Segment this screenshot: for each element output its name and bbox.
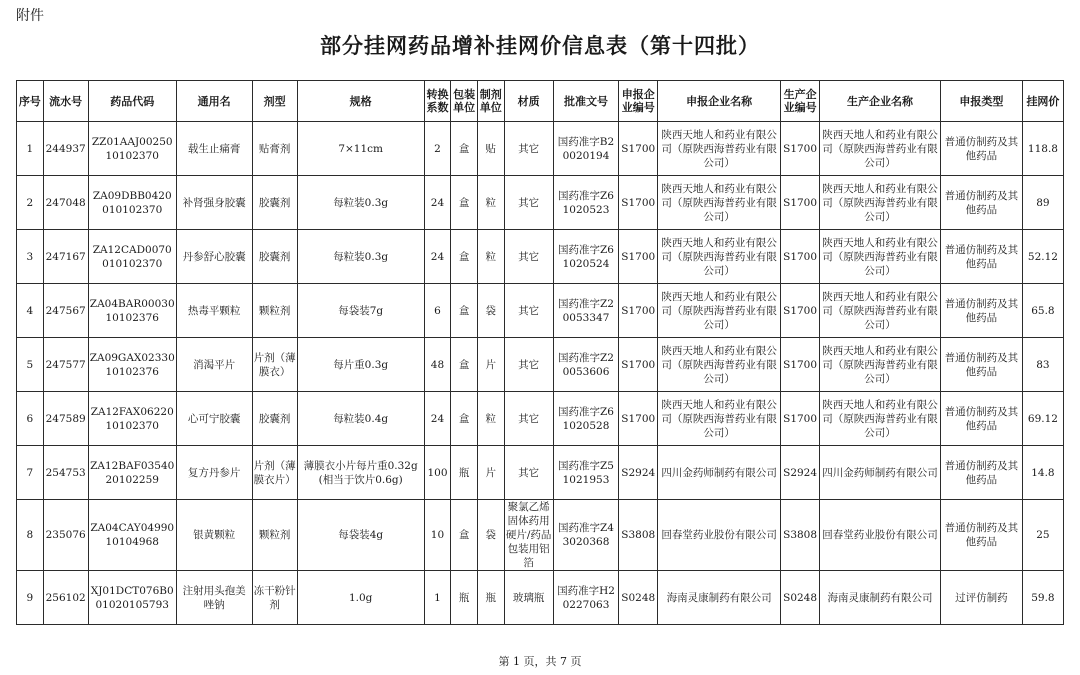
table-cell: S3808: [619, 500, 658, 571]
table-cell: S1700: [781, 338, 820, 392]
table-cell: ZA04CAY0499010104968: [88, 500, 176, 571]
table-cell: 256102: [43, 571, 88, 625]
table-cell: 普通仿制药及其他药品: [940, 392, 1022, 446]
table-cell: 海南灵康制药有限公司: [820, 571, 941, 625]
column-header: 生产企业名称: [820, 81, 941, 122]
table-cell: 四川金药师制药有限公司: [820, 446, 941, 500]
table-cell: 盒: [451, 176, 478, 230]
table-cell: 100: [424, 446, 451, 500]
table-cell: 四川金药师制药有限公司: [658, 446, 781, 500]
table-cell: 陕西天地人和药业有限公司（原陕西海普药业有限公司）: [658, 284, 781, 338]
table-cell: 65.8: [1022, 284, 1063, 338]
table-cell: 3: [17, 230, 44, 284]
table-row: [17, 230, 1064, 284]
column-header: 药品代码: [88, 81, 176, 122]
table-cell: S1700: [619, 122, 658, 176]
table-cell: S1700: [781, 230, 820, 284]
table-cell: 普通仿制药及其他药品: [940, 176, 1022, 230]
table-cell: 载生止痛膏: [176, 122, 252, 176]
table-cell: ZA12FAX0622010102370: [88, 392, 176, 446]
column-header: 制剂单位: [477, 81, 504, 122]
table-cell: 国药准字H20227063: [553, 571, 619, 625]
table-cell: 陕西天地人和药业有限公司（原陕西海普药业有限公司）: [820, 392, 941, 446]
table-cell: 瓶: [477, 571, 504, 625]
table-cell: 回春堂药业股份有限公司: [658, 500, 781, 571]
table-cell: 9: [17, 571, 44, 625]
table-cell: S1700: [781, 284, 820, 338]
column-header: 申报企业编号: [619, 81, 658, 122]
table-cell: 每袋装7g: [297, 284, 424, 338]
table-cell: 其它: [504, 392, 553, 446]
table-cell: 胶囊剂: [252, 230, 297, 284]
table-cell: 247567: [43, 284, 88, 338]
table-cell: ZA09DBB0420010102370: [88, 176, 176, 230]
table-cell: 48: [424, 338, 451, 392]
table-cell: ZA12CAD0070010102370: [88, 230, 176, 284]
table-cell: 盒: [451, 230, 478, 284]
table-cell: 普通仿制药及其他药品: [940, 500, 1022, 571]
table-cell: 52.12: [1022, 230, 1063, 284]
table-cell: S1700: [619, 176, 658, 230]
column-header: 规格: [297, 81, 424, 122]
table-cell: 陕西天地人和药业有限公司（原陕西海普药业有限公司）: [658, 338, 781, 392]
column-header: 批准文号: [553, 81, 619, 122]
table-cell: 254753: [43, 446, 88, 500]
table-cell: 胶囊剂: [252, 392, 297, 446]
table-cell: 注射用头孢美唑钠: [176, 571, 252, 625]
table-header-row: [17, 81, 1064, 122]
table-cell: ZA12BAF0354020102259: [88, 446, 176, 500]
table-cell: 25: [1022, 500, 1063, 571]
table-cell: 24: [424, 176, 451, 230]
table-cell: 陕西天地人和药业有限公司（原陕西海普药业有限公司）: [820, 230, 941, 284]
table-cell: 普通仿制药及其他药品: [940, 338, 1022, 392]
table-cell: 陕西天地人和药业有限公司（原陕西海普药业有限公司）: [658, 392, 781, 446]
table-cell: 247589: [43, 392, 88, 446]
table-cell: ZA09GAX0233010102376: [88, 338, 176, 392]
table-cell: ZA04BAR0003010102376: [88, 284, 176, 338]
table-row: [17, 571, 1064, 625]
table-cell: 回春堂药业股份有限公司: [820, 500, 941, 571]
table-cell: 瓶: [451, 571, 478, 625]
column-header: 申报类型: [940, 81, 1022, 122]
table-cell: 粒: [477, 230, 504, 284]
page-title: 部分挂网药品增补挂网价信息表（第十四批）: [320, 34, 760, 58]
table-cell: S0248: [619, 571, 658, 625]
table-cell: 118.8: [1022, 122, 1063, 176]
table-cell: 聚氯乙烯固体药用硬片/药品包装用铝箔: [505, 501, 552, 569]
table-cell: 每袋装4g: [297, 500, 424, 571]
table-cell: 24: [424, 230, 451, 284]
table-cell: 盒: [451, 338, 478, 392]
table-cell: 片剂（薄膜衣片）: [252, 446, 297, 500]
table-cell: 普通仿制药及其他药品: [940, 122, 1022, 176]
table-cell: 83: [1022, 338, 1063, 392]
table-cell: 片剂（薄膜衣）: [252, 338, 297, 392]
table-cell: 粒: [477, 176, 504, 230]
table-cell: S1700: [619, 284, 658, 338]
table-cell: 盒: [451, 500, 478, 571]
table-cell: 国药准字Z61020528: [553, 392, 619, 446]
table-row: [17, 176, 1064, 230]
table-cell: 每粒装0.3g: [297, 230, 424, 284]
column-header: 剂型: [252, 81, 297, 122]
table-cell: 陕西天地人和药业有限公司（原陕西海普药业有限公司）: [658, 230, 781, 284]
table-row: [17, 446, 1064, 500]
table-cell: S2924: [619, 446, 658, 500]
table-cell: 1: [17, 122, 44, 176]
page-number: 第 1 页，共 7 页: [498, 655, 582, 668]
table-cell: 袋: [477, 500, 504, 571]
table-cell: S2924: [781, 446, 820, 500]
table-cell: 片: [477, 446, 504, 500]
table-cell: 盒: [451, 122, 478, 176]
table-cell: 心可宁胶囊: [176, 392, 252, 446]
table-cell: 陕西天地人和药业有限公司（原陕西海普药业有限公司）: [820, 284, 941, 338]
column-header: 转换系数: [424, 81, 451, 122]
table-cell: 247167: [43, 230, 88, 284]
table-cell: 247577: [43, 338, 88, 392]
table-cell: 69.12: [1022, 392, 1063, 446]
table-cell: 1: [424, 571, 451, 625]
table-cell: 普通仿制药及其他药品: [940, 230, 1022, 284]
attachment-label: 附件: [16, 8, 44, 24]
table-cell: 89: [1022, 176, 1063, 230]
table-cell: 银黄颗粒: [176, 500, 252, 571]
column-header: 材质: [504, 81, 553, 122]
table-cell: 普通仿制药及其他药品: [940, 284, 1022, 338]
table-cell: 其它: [504, 176, 553, 230]
table-cell: S1700: [781, 176, 820, 230]
table-cell: 244937: [43, 122, 88, 176]
table-cell: 胶囊剂: [252, 176, 297, 230]
table-cell: 国药准字Z61020523: [553, 176, 619, 230]
table-cell: 10: [424, 500, 451, 571]
table-cell: 6: [424, 284, 451, 338]
table-row: [17, 122, 1064, 176]
table-cell: 玻璃瓶: [504, 571, 553, 625]
table-cell: 盒: [451, 284, 478, 338]
column-header: 包装单位: [451, 81, 478, 122]
table-cell: 国药准字B20020194: [553, 122, 619, 176]
table-cell: 每片重0.3g: [297, 338, 424, 392]
table-cell: 其它: [504, 122, 553, 176]
table-cell: ZZ01AAJ0025010102370: [88, 122, 176, 176]
table-cell: 陕西天地人和药业有限公司（原陕西海普药业有限公司）: [820, 176, 941, 230]
table-row: [17, 392, 1064, 446]
table-cell: 24: [424, 392, 451, 446]
table-cell: 颗粒剂: [252, 500, 297, 571]
table-cell: 8: [17, 500, 44, 571]
drug-price-table: [16, 80, 1064, 625]
column-header: 生产企业编号: [781, 81, 820, 122]
table-cell: 冻干粉针剂: [252, 571, 297, 625]
table-cell: S1700: [619, 230, 658, 284]
table-cell: 瓶: [451, 446, 478, 500]
table-cell: S3808: [781, 500, 820, 571]
column-header: 申报企业名称: [658, 81, 781, 122]
table-cell: 国药准字Z51021953: [553, 446, 619, 500]
table-cell: 其它: [504, 338, 553, 392]
table-cell: 丹参舒心胶囊: [176, 230, 252, 284]
table-cell: 贴: [477, 122, 504, 176]
table-cell: 7×11cm: [297, 122, 424, 176]
table-cell: 5: [17, 338, 44, 392]
table-cell: 过评仿制药: [940, 571, 1022, 625]
table-cell: 复方丹参片: [176, 446, 252, 500]
table-cell: 颗粒剂: [252, 284, 297, 338]
table-cell: 袋: [477, 284, 504, 338]
table-row: [17, 284, 1064, 338]
table-cell: XJ01DCT076B001020105793: [88, 571, 176, 625]
table-cell: 补肾强身胶囊: [176, 176, 252, 230]
table-cell: 247048: [43, 176, 88, 230]
table-cell: 贴膏剂: [252, 122, 297, 176]
table-cell: 2: [17, 176, 44, 230]
table-cell: S0248: [781, 571, 820, 625]
table-cell: 59.8: [1022, 571, 1063, 625]
table-cell: 片: [477, 338, 504, 392]
table-cell: 陕西天地人和药业有限公司（原陕西海普药业有限公司）: [658, 176, 781, 230]
table-cell: 每粒装0.4g: [297, 392, 424, 446]
table-cell: 14.8: [1022, 446, 1063, 500]
table-cell: 其它: [504, 284, 553, 338]
table-cell: 消渴平片: [176, 338, 252, 392]
table-cell: 陕西天地人和药业有限公司（原陕西海普药业有限公司）: [820, 338, 941, 392]
table-cell: S1700: [619, 392, 658, 446]
column-header: 序号: [17, 81, 44, 122]
table-cell: 其它: [504, 446, 553, 500]
table-cell: 薄膜衣小片每片重0.32g(相当于饮片0.6g): [297, 446, 424, 500]
table-cell: 1.0g: [297, 571, 424, 625]
table-cell: 国药准字Z20053606: [553, 338, 619, 392]
table-cell: 国药准字Z20053347: [553, 284, 619, 338]
table-cell: S1700: [619, 338, 658, 392]
table-cell: 2: [424, 122, 451, 176]
table-cell: 7: [17, 446, 44, 500]
table-cell: 其它: [504, 230, 553, 284]
table-cell: 海南灵康制药有限公司: [658, 571, 781, 625]
column-header: 通用名: [176, 81, 252, 122]
table-cell: 每粒装0.3g: [297, 176, 424, 230]
table-cell: 陕西天地人和药业有限公司（原陕西海普药业有限公司）: [658, 122, 781, 176]
table-cell: 235076: [43, 500, 88, 571]
table-cell: 国药准字Z43020368: [553, 500, 619, 571]
table-body: [17, 122, 1064, 625]
table-row: [17, 500, 1064, 571]
table-cell: S1700: [781, 122, 820, 176]
table-cell: 粒: [477, 392, 504, 446]
table-cell: 盒: [451, 392, 478, 446]
table-cell: 陕西天地人和药业有限公司（原陕西海普药业有限公司）: [820, 122, 941, 176]
table-row: [17, 338, 1064, 392]
table-cell: 国药准字Z61020524: [553, 230, 619, 284]
column-header: 挂网价: [1022, 81, 1063, 122]
column-header: 流水号: [43, 81, 88, 122]
table-cell: S1700: [781, 392, 820, 446]
table-cell: 普通仿制药及其他药品: [940, 446, 1022, 500]
table-cell: 6: [17, 392, 44, 446]
table-cell: 4: [17, 284, 44, 338]
table-cell: 热毒平颗粒: [176, 284, 252, 338]
